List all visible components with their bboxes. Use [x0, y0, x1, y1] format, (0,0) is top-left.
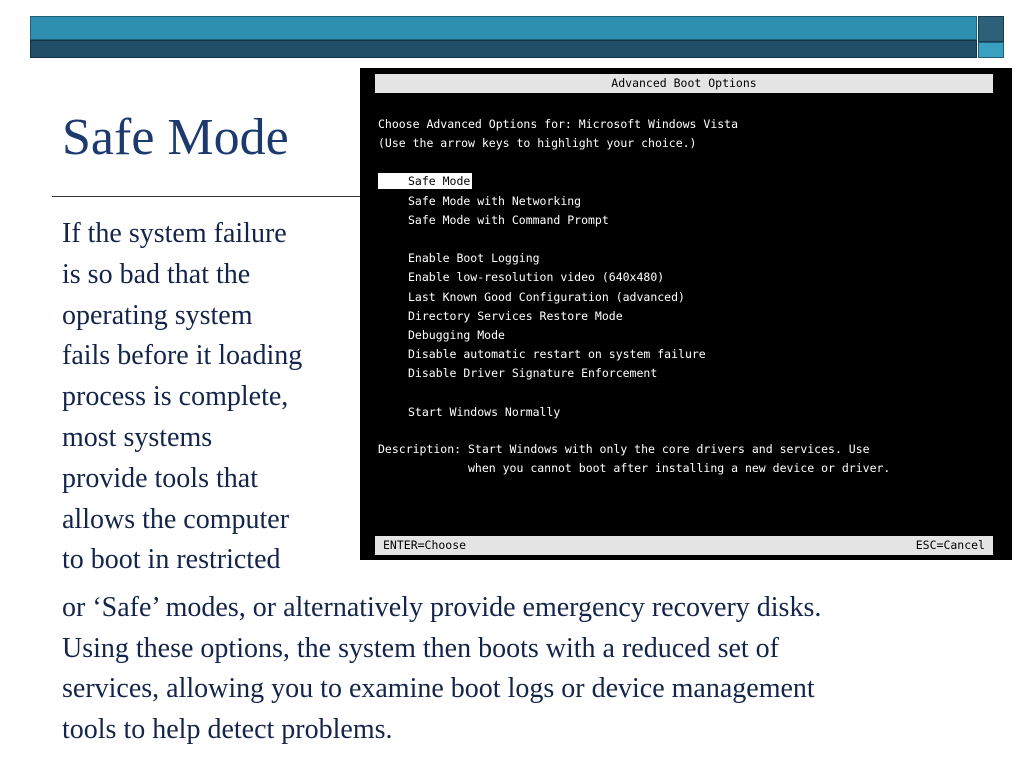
title-underline — [52, 196, 362, 197]
body-text-left: If the system failure is so bad that the operating system fails before it loading process is complete, most systems provide tools that allows the computer to boot in restricted — [62, 218, 303, 576]
boot-option-safe-mode-networking[interactable]: Safe Mode with Networking — [408, 194, 582, 208]
boot-option-disable-auto-restart[interactable]: Disable automatic restart on system failure — [408, 347, 706, 361]
slide-corner-square-top — [978, 16, 1004, 42]
boot-prompt-hint: (Use the arrow keys to highlight your choice.) — [378, 136, 697, 150]
body-text-bottom: or ‘Safe’ modes, or alternatively provide emergency recovery disks. Using these options, the system then boots with a reduced set of services, allowing you to examine boot logs or device management tools to help detect problems. — [62, 592, 822, 745]
boot-option-directory-restore[interactable]: Directory Services Restore Mode — [408, 309, 623, 323]
slide-title: Safe Mode — [62, 109, 289, 166]
slide-corner-square-bottom — [978, 42, 1004, 58]
boot-options-screenshot — [360, 68, 1012, 560]
boot-header-bar: Advanced Boot Options — [375, 74, 993, 93]
boot-option-disable-driver-signature[interactable]: Disable Driver Signature Enforcement — [408, 366, 658, 380]
slide-top-bar-lower — [30, 40, 977, 58]
boot-description-line2: when you cannot boot after installing a new device or driver. — [378, 461, 891, 475]
footer-esc-cancel: ESC=Cancel — [915, 538, 985, 552]
boot-prompt-line: Choose Advanced Options for: Microsoft Windows Vista — [378, 117, 739, 131]
boot-option-low-res-video[interactable]: Enable low-resolution video (640x480) — [408, 270, 665, 284]
boot-option-safe-mode-command-prompt[interactable]: Safe Mode with Command Prompt — [408, 213, 609, 227]
slide-top-bar — [30, 16, 977, 40]
boot-option-boot-logging[interactable]: Enable Boot Logging — [408, 251, 540, 265]
boot-option-start-normally[interactable]: Start Windows Normally — [408, 405, 561, 419]
boot-option-last-known-good[interactable]: Last Known Good Configuration (advanced) — [408, 290, 685, 304]
boot-footer-bar — [375, 536, 993, 555]
boot-option-safe-mode[interactable]: Safe Mode — [378, 173, 472, 189]
boot-description-line1: Description: Start Windows with only the core drivers and services. Use — [378, 442, 870, 456]
footer-enter-choose: ENTER=Choose — [383, 538, 467, 552]
boot-option-debugging[interactable]: Debugging Mode — [408, 328, 505, 342]
